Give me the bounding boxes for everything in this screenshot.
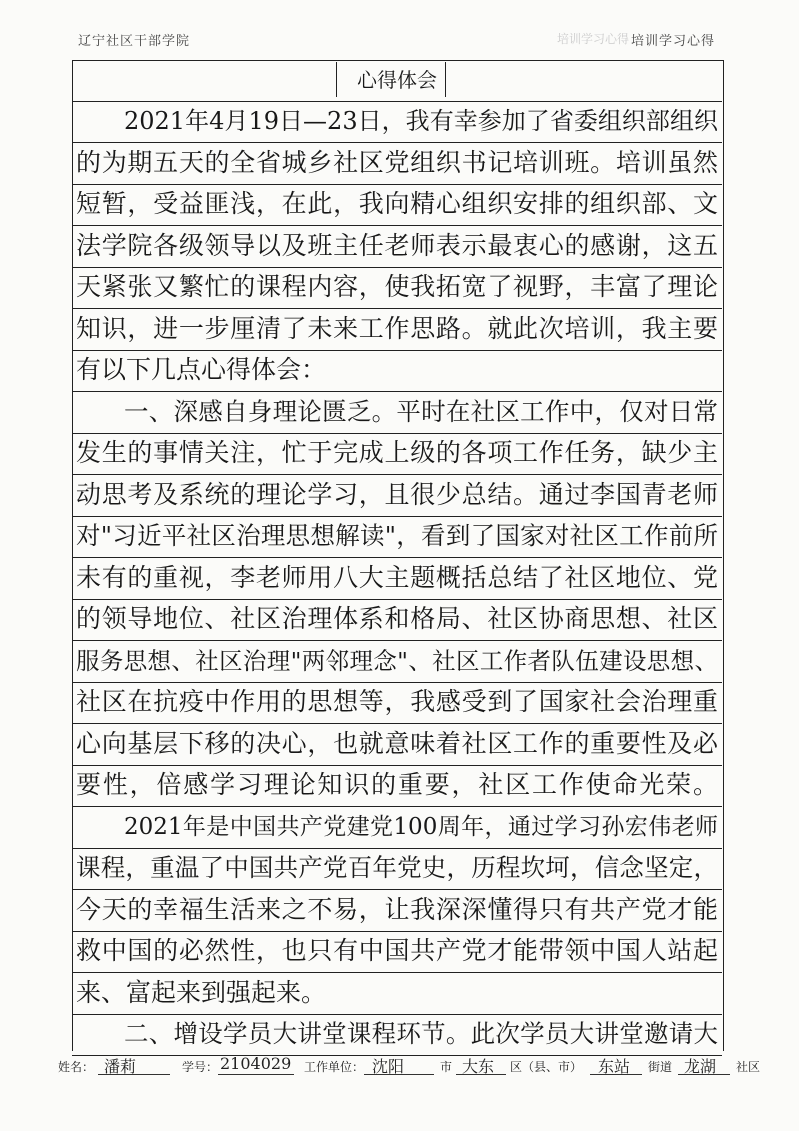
text-line: 来、富起来到强起来。 (76, 977, 327, 1007)
text-line: 的为期五天的全省城乡社区党组织书记培训班。培训虽然 (76, 147, 718, 177)
text-row (72, 268, 722, 310)
text-line: 心向基层下移的决心，也就意味着社区工作的重要性及必 (76, 728, 718, 758)
text-row (72, 600, 722, 642)
text-line: 2021年4月19日—23日，我有幸参加了省委组织部组织 (124, 107, 718, 135)
text-line: 法学院各级领导以及班主任老师表示最衷心的感谢，这五 (76, 230, 718, 260)
text-row (72, 517, 722, 559)
text-row (72, 226, 722, 268)
text-row (72, 807, 722, 849)
text-line: 动思考及系统的理论学习，且很少总结。通过李国青老师 (76, 479, 718, 509)
text-row (72, 1015, 722, 1057)
text-line: 要性，倍感学习理论知识的重要，社区工作使命光荣。 (76, 770, 718, 799)
community-underline (678, 1074, 730, 1075)
text-row (72, 890, 722, 932)
community-label: 社区 (736, 1060, 761, 1074)
text-row (72, 143, 722, 185)
text-line: 救中国的必然性，也只有中国共产党才能带领中国人站起 (76, 936, 718, 965)
text-row (72, 351, 722, 393)
city-underline (364, 1074, 434, 1075)
text-line: 未有的重视，李老师用八大主题概括总结了社区地位、党 (76, 562, 718, 592)
text-line: 短暂，受益匪浅，在此，我向精心组织安排的组织部、文 (76, 189, 718, 218)
text-line: 有以下几点心得体会： (76, 355, 327, 384)
street-label: 街道 (648, 1060, 673, 1074)
header-institute: 辽宁社区干部学院 (78, 34, 191, 49)
street-value: 东站 (598, 1057, 631, 1076)
text-line: 二、增设学员大讲堂课程环节。此次学员大讲堂邀请大 (124, 1019, 718, 1048)
street-underline (590, 1074, 642, 1075)
document-title: 心得体会 (357, 67, 437, 92)
text-line: 服务思想、社区治理"两邻理念"、社区工作者队伍建设思想、 (76, 646, 718, 675)
header-doc-type: 培训学习心得 (630, 34, 715, 49)
district-underline (456, 1074, 506, 1075)
text-row (72, 641, 722, 683)
text-row (72, 102, 722, 144)
text-line: 社区在抗疫中作用的思想等，我感受到了国家社会治理重 (76, 687, 718, 716)
text-line: 对"习近平社区治理思想解读"，看到了国家对社区工作前所 (76, 521, 718, 550)
district-value: 大东 (462, 1057, 495, 1076)
id-underline (218, 1074, 294, 1075)
text-row (72, 475, 722, 517)
id-label: 学号： (182, 1060, 219, 1074)
text-row (72, 434, 722, 476)
community-value: 龙湖 (684, 1057, 717, 1076)
unit-label: 工作单位： (304, 1060, 365, 1074)
text-row (72, 185, 722, 227)
title-row (72, 60, 722, 102)
text-row (72, 558, 722, 600)
footer-info (42, 1054, 762, 1076)
header-ghost-text: 培训学习心得 (556, 32, 629, 46)
name-underline (98, 1074, 170, 1075)
text-row (72, 309, 722, 351)
name-value: 潘莉 (104, 1057, 137, 1076)
city-label: 市 (440, 1060, 453, 1074)
text-row (72, 766, 722, 808)
text-line: 发生的事情关注，忙于完成上级的各项工作任务，缺少主 (76, 438, 718, 467)
district-label: 区（县、市） (510, 1060, 583, 1074)
name-label: 姓名： (58, 1060, 95, 1074)
text-row (72, 724, 722, 766)
city-value: 沈阳 (372, 1057, 405, 1076)
id-value: 2104029 (220, 1054, 292, 1073)
text-row (72, 683, 722, 725)
text-row (72, 973, 722, 1015)
text-row (72, 392, 722, 434)
text-line: 的领导地位、社区治理体系和格局、社区协商思想、社区 (76, 604, 718, 633)
text-line: 课程，重温了中国共产党百年党史，历程坎坷，信念坚定， (76, 853, 718, 882)
text-row (72, 849, 722, 891)
text-row (72, 932, 722, 974)
text-line: 2021年是中国共产党建党100周年，通过学习孙宏伟老师 (124, 813, 718, 840)
text-line: 今天的幸福生活来之不易，让我深深懂得只有共产党才能 (76, 894, 718, 924)
text-line: 知识，进一步厘清了未来工作思路。就此次培训，我主要 (76, 313, 718, 343)
text-line: 天紧张又繁忙的课程内容，使我拓宽了视野，丰富了理论 (76, 272, 718, 301)
text-line: 一、深感自身理论匮乏。平时在社区工作中，仅对日常 (124, 396, 718, 426)
